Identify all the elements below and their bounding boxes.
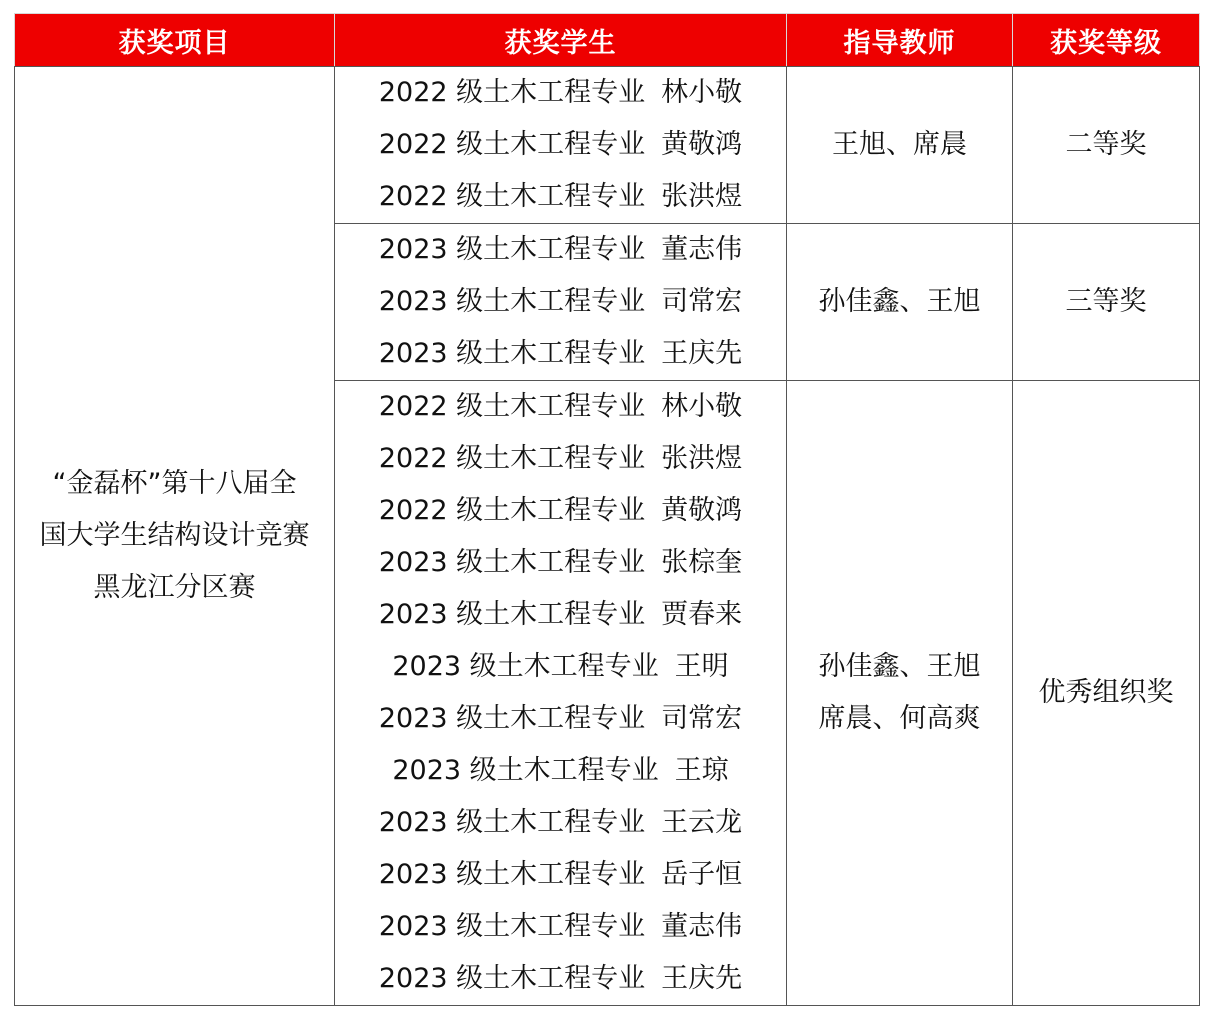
award-level: 二等奖 <box>1065 129 1147 160</box>
awards-table <box>14 13 1200 1006</box>
student-name: 董志伟 <box>661 911 743 942</box>
award-level: 三等奖 <box>1065 286 1147 317</box>
student-entry <box>335 485 786 537</box>
student-name: 张洪煜 <box>661 443 743 474</box>
student-major: 2023 级土木工程专业 <box>378 234 646 265</box>
students-cell <box>335 67 787 224</box>
student-name: 王云龙 <box>661 807 743 838</box>
awards-table-body <box>15 67 1200 1006</box>
student-name: 司常宏 <box>661 703 743 734</box>
student-name: 王琼 <box>674 755 729 786</box>
student-major: 2023 级土木工程专业 <box>378 807 646 838</box>
student-major: 2023 级土木工程专业 <box>378 963 646 994</box>
student-entry <box>335 589 786 641</box>
student-major: 2023 级土木工程专业 <box>378 547 646 578</box>
award-level-cell <box>1013 381 1200 1006</box>
student-name: 司常宏 <box>661 286 743 317</box>
student-entry <box>335 641 786 693</box>
student-name: 黄敬鸿 <box>661 129 743 160</box>
project-name-line: 黑龙江分区赛 <box>93 572 256 603</box>
student-major: 2022 级土木工程专业 <box>378 129 646 160</box>
students-cell <box>335 381 787 1006</box>
student-entry <box>335 797 786 849</box>
student-major: 2023 级土木工程专业 <box>392 755 659 786</box>
student-name: 贾春来 <box>661 599 743 630</box>
award-level-cell <box>1013 224 1200 381</box>
header-row <box>15 14 1200 67</box>
student-name: 王庆先 <box>661 963 743 994</box>
student-major: 2023 级土木工程专业 <box>392 651 659 682</box>
project-name-line: “金磊杯”第十八届全 <box>52 468 297 499</box>
student-entry <box>335 537 786 589</box>
student-entry <box>335 745 786 797</box>
student-name: 林小敬 <box>661 391 743 422</box>
header-students: 获奖学生 <box>335 14 787 67</box>
student-major: 2022 级土木工程专业 <box>378 181 646 212</box>
student-major: 2023 级土木工程专业 <box>378 911 646 942</box>
student-major: 2023 级土木工程专业 <box>378 859 646 890</box>
student-entry <box>335 224 786 276</box>
student-entry <box>335 276 786 328</box>
student-name: 张洪煜 <box>661 181 743 212</box>
student-name: 林小敬 <box>661 77 743 108</box>
student-major: 2022 级土木工程专业 <box>378 495 646 526</box>
student-major: 2023 级土木工程专业 <box>378 599 646 630</box>
student-entry <box>335 119 786 171</box>
student-name: 岳子恒 <box>661 859 743 890</box>
teachers-cell <box>787 224 1013 381</box>
teacher-names: 孙佳鑫、王旭 <box>818 651 981 682</box>
project-cell <box>15 67 335 1006</box>
student-major: 2023 级土木工程专业 <box>378 703 646 734</box>
student-name: 王明 <box>674 651 729 682</box>
student-major: 2022 级土木工程专业 <box>378 443 646 474</box>
header-level: 获奖等级 <box>1013 14 1200 67</box>
award-level: 优秀组织奖 <box>1038 677 1174 708</box>
student-entry <box>335 693 786 745</box>
student-entry <box>335 171 786 223</box>
student-name: 董志伟 <box>661 234 743 265</box>
header-teachers: 指导教师 <box>787 14 1013 67</box>
project-name-line: 国大学生结构设计竞赛 <box>39 520 310 551</box>
student-entry <box>335 849 786 901</box>
student-major: 2023 级土木工程专业 <box>378 338 646 369</box>
student-entry <box>335 67 786 119</box>
student-entry <box>335 901 786 953</box>
student-name: 黄敬鸿 <box>661 495 743 526</box>
student-entry <box>335 953 786 1005</box>
student-major: 2022 级土木工程专业 <box>378 77 646 108</box>
teacher-names: 王旭、席晨 <box>832 129 967 160</box>
teachers-cell <box>787 67 1013 224</box>
awards-table-wrapper <box>14 13 1200 1006</box>
teacher-names: 席晨、何高爽 <box>818 703 981 734</box>
student-entry <box>335 433 786 485</box>
award-group-row <box>15 67 1200 224</box>
award-level-cell <box>1013 67 1200 224</box>
student-entry <box>335 381 786 433</box>
teacher-names: 孙佳鑫、王旭 <box>818 286 981 317</box>
student-major: 2022 级土木工程专业 <box>378 391 646 422</box>
header-project: 获奖项目 <box>15 14 335 67</box>
student-entry <box>335 328 786 380</box>
student-name: 王庆先 <box>661 338 743 369</box>
student-major: 2023 级土木工程专业 <box>378 286 646 317</box>
students-cell <box>335 224 787 381</box>
student-name: 张棕奎 <box>661 547 743 578</box>
teachers-cell <box>787 381 1013 1006</box>
